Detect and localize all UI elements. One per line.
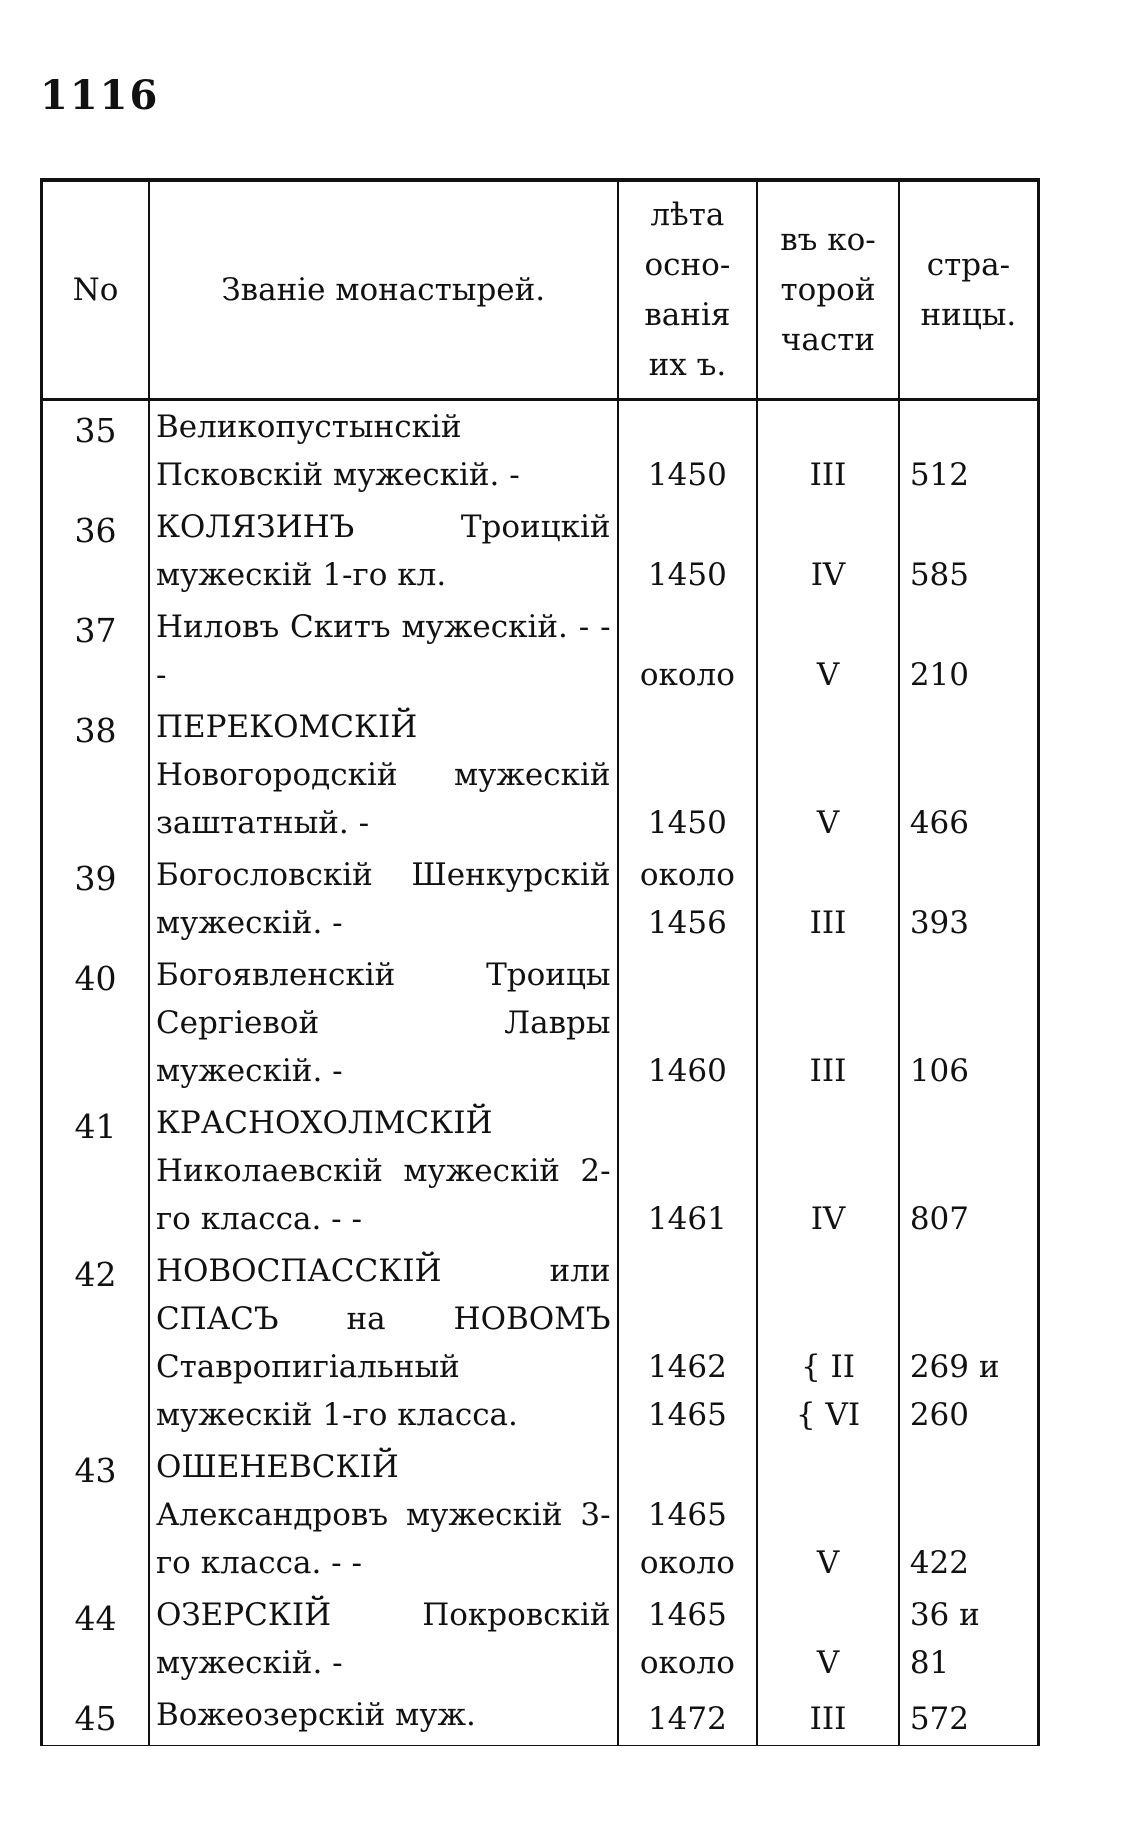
table-row [42,501,1039,601]
row-number: 44 [42,1589,149,1689]
row-number: 39 [42,849,149,949]
row-number: 36 [42,501,149,601]
page-ref: 807 [899,1097,1039,1245]
founding-year: 1465 около [618,1441,758,1589]
founding-year: 1450 [618,501,758,601]
page-ref: 106 [899,949,1039,1097]
monastery-name: Великопустынскій Псковскій мужескій. - [149,400,618,502]
row-number: 37 [42,601,149,701]
founding-year: 1465 около [618,1589,758,1689]
table-row [42,1589,1039,1689]
volume-part: III [757,1689,899,1746]
founding-year: 1460 [618,949,758,1097]
header-year: лѣта осно-ванія их ъ. [618,180,758,400]
table-row [42,400,1039,502]
table-row [42,601,1039,701]
row-number: 41 [42,1097,149,1245]
volume-part: V [757,1589,899,1689]
page-ref: 210 [899,601,1039,701]
volume-part: IV [757,501,899,601]
founding-year: около [618,601,758,701]
page-ref: 36 и 81 [899,1589,1039,1689]
volume-part: IV [757,1097,899,1245]
header-page: стра-ницы. [899,180,1039,400]
page-ref: 585 [899,501,1039,601]
founding-year: около 1456 [618,849,758,949]
monasteries-table-frame [40,178,1040,1738]
row-number: 35 [42,400,149,502]
monastery-name: ОШЕНЕВСКІЙ Александровъ мужескій 3-го класса. - - [149,1441,618,1589]
row-number: 40 [42,949,149,1097]
monastery-name: Вожеозерскій муж. [149,1689,618,1746]
monastery-name: ПЕРЕКОМСКІЙ Новогородскій мужескій заштатный. - [149,701,618,849]
table-row [42,1441,1039,1589]
page-ref: 269 и 260 [899,1245,1039,1441]
monastery-name: Богоявленскій Троицы Сергіевой Лавры мужескій. - [149,949,618,1097]
volume-part: { II { VI [757,1245,899,1441]
founding-year: 1450 [618,701,758,849]
table-row [42,949,1039,1097]
monastery-name: Богословскій Шенкурскій мужескій. - [149,849,618,949]
page-ref: 572 [899,1689,1039,1746]
monastery-name: КОЛЯЗИНЪ Троицкій мужескій 1-го кл. [149,501,618,601]
page-ref: 512 [899,400,1039,502]
table-row [42,1097,1039,1245]
page-ref: 422 [899,1441,1039,1589]
page-ref: 466 [899,701,1039,849]
header-part: въ ко-торой части [757,180,899,400]
monasteries-table [40,178,1040,1746]
row-number: 45 [42,1689,149,1746]
monastery-name: КРАСНОХОЛМСКІЙ Николаевскій мужескій 2-го класса. - - [149,1097,618,1245]
table-row [42,1689,1039,1746]
volume-part: V [757,601,899,701]
founding-year: 1450 [618,400,758,502]
header-no: No [42,180,149,400]
row-number: 42 [42,1245,149,1441]
page-number: 1116 [40,72,160,119]
volume-part: V [757,1441,899,1589]
table-header-row [42,180,1039,400]
header-name: Званіе монастырей. [149,180,618,400]
volume-part: III [757,849,899,949]
row-number: 38 [42,701,149,849]
monastery-name: ОЗЕРСКІЙ Покровскій мужескій. - [149,1589,618,1689]
monastery-name: НОВОСПАССКІЙ или СПАСЪ на НОВОМЪ Ставропигіальный мужескій 1-го класса. [149,1245,618,1441]
volume-part: III [757,400,899,502]
volume-part: III [757,949,899,1097]
table-row [42,1245,1039,1441]
page-ref: 393 [899,849,1039,949]
row-number: 43 [42,1441,149,1589]
founding-year: 1462 1465 [618,1245,758,1441]
monastery-name: Ниловъ Скитъ мужескій. - - - [149,601,618,701]
table-row [42,849,1039,949]
founding-year: 1461 [618,1097,758,1245]
founding-year: 1472 [618,1689,758,1746]
table-row [42,701,1039,849]
volume-part: V [757,701,899,849]
